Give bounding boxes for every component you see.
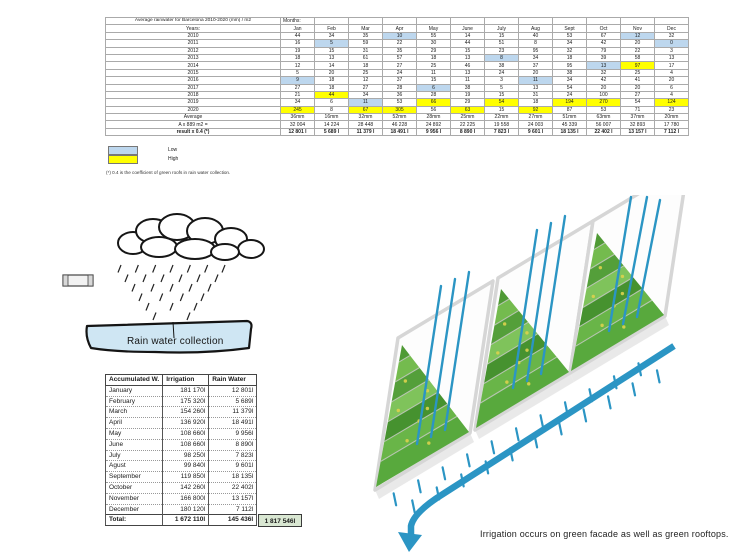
- month-header: Jan: [281, 25, 315, 32]
- year-row: [106, 99, 689, 106]
- value-cell: 13: [655, 54, 689, 61]
- acc-row: [106, 450, 257, 461]
- value-cell: 20: [621, 84, 655, 91]
- month-header: May: [417, 25, 451, 32]
- acc-header: Irrigation: [163, 375, 209, 386]
- year-cell: 2012: [106, 47, 281, 54]
- value-cell: 45 339: [553, 121, 587, 128]
- acc-row: [106, 418, 257, 429]
- year-cell: 2010: [106, 32, 281, 39]
- value-cell: 53: [553, 32, 587, 39]
- value-cell: 3: [485, 77, 519, 84]
- acc-month: June: [106, 439, 163, 450]
- value-cell: 28mm: [417, 114, 451, 121]
- acc-total-row: [106, 515, 257, 526]
- legend-low-label: Low: [168, 147, 178, 153]
- value-cell: 13 157 l: [621, 128, 655, 135]
- value-cell: 97: [621, 62, 655, 69]
- value-cell: 245: [281, 106, 315, 113]
- value-cell: 14 224: [315, 121, 349, 128]
- value-cell: 20: [655, 77, 689, 84]
- empty-cell: [349, 18, 383, 25]
- value-cell: 25: [349, 69, 383, 76]
- value-cell: 18 135 l: [553, 128, 587, 135]
- total-label: Total:: [106, 515, 163, 526]
- value-cell: 8 890 l: [451, 128, 485, 135]
- accumulated-table: [105, 374, 257, 526]
- value-cell: 20: [621, 40, 655, 47]
- value-cell: 53: [587, 106, 621, 113]
- acc-row: [106, 428, 257, 439]
- value-cell: 18: [349, 62, 383, 69]
- value-cell: 34: [553, 40, 587, 47]
- acc-rainwater: 11 379l: [209, 407, 257, 418]
- value-cell: 4: [655, 91, 689, 98]
- legend-high-swatch: [108, 155, 138, 164]
- value-cell: 9: [281, 77, 315, 84]
- value-cell: 63mm: [587, 114, 621, 121]
- value-cell: 6: [655, 84, 689, 91]
- acc-rainwater: 7 112l: [209, 504, 257, 515]
- value-cell: 18: [315, 84, 349, 91]
- value-cell: 19 558: [485, 121, 519, 128]
- value-cell: 29: [451, 99, 485, 106]
- month-header: Nov: [621, 25, 655, 32]
- year-cell: 2019: [106, 99, 281, 106]
- value-cell: 31: [519, 91, 553, 98]
- rain-collection-sketch: [55, 205, 305, 355]
- year-cell: 2018: [106, 91, 281, 98]
- value-cell: 28 448: [349, 121, 383, 128]
- rain-icon: [118, 265, 225, 320]
- value-cell: 11: [417, 69, 451, 76]
- row-label: Average: [106, 114, 281, 121]
- year-row: [106, 54, 689, 61]
- pipe-icon: [63, 275, 93, 286]
- value-cell: 44: [315, 91, 349, 98]
- value-cell: 38: [451, 84, 485, 91]
- value-cell: 25mm: [451, 114, 485, 121]
- value-cell: 124: [655, 99, 689, 106]
- year-row: [106, 47, 689, 54]
- value-cell: 27mm: [519, 114, 553, 121]
- value-cell: 32 004: [281, 121, 315, 128]
- value-cell: 15: [485, 91, 519, 98]
- value-cell: 28: [383, 84, 417, 91]
- rainfall-table: [105, 17, 689, 136]
- value-cell: 22 402 l: [587, 128, 621, 135]
- value-cell: 23: [485, 47, 519, 54]
- sketch-caption: Rain water collection: [127, 336, 224, 347]
- value-cell: 18 491 l: [383, 128, 417, 135]
- value-cell: 53: [383, 99, 417, 106]
- value-cell: 22: [383, 40, 417, 47]
- empty-cell: [587, 18, 621, 25]
- year-row: [106, 69, 689, 76]
- value-cell: 22: [621, 47, 655, 54]
- value-cell: 8: [485, 54, 519, 61]
- total-irrigation: 1 672 110l: [163, 515, 209, 526]
- value-cell: 34: [315, 32, 349, 39]
- acc-month: September: [106, 472, 163, 483]
- value-cell: 44: [451, 40, 485, 47]
- acc-row: [106, 439, 257, 450]
- value-cell: 32: [587, 69, 621, 76]
- acc-month: May: [106, 428, 163, 439]
- acc-irrigation: 166 800l: [163, 493, 209, 504]
- value-cell: 42: [587, 40, 621, 47]
- value-cell: 25: [621, 69, 655, 76]
- acc-rainwater: 18 135l: [209, 472, 257, 483]
- acc-row: [106, 493, 257, 504]
- value-cell: 79: [587, 47, 621, 54]
- acc-rainwater: 9 601l: [209, 461, 257, 472]
- value-cell: 24 892: [417, 121, 451, 128]
- value-cell: 36: [383, 91, 417, 98]
- year-cell: 2015: [106, 69, 281, 76]
- year-cell: 2016: [106, 77, 281, 84]
- acc-header: Rain Water: [209, 375, 257, 386]
- value-cell: 12: [281, 62, 315, 69]
- value-cell: 34: [349, 91, 383, 98]
- empty-cell: [383, 18, 417, 25]
- value-cell: 16: [281, 40, 315, 47]
- value-cell: 61: [349, 54, 383, 61]
- value-cell: 42: [587, 77, 621, 84]
- empty-cell: [519, 18, 553, 25]
- acc-irrigation: 181 170l: [163, 385, 209, 396]
- value-cell: 87: [553, 106, 587, 113]
- value-cell: 13: [519, 84, 553, 91]
- value-cell: 58: [621, 54, 655, 61]
- value-cell: 37mm: [621, 114, 655, 121]
- value-cell: 18: [519, 99, 553, 106]
- value-cell: 6: [315, 99, 349, 106]
- value-cell: 100: [587, 91, 621, 98]
- acc-irrigation: 154 260l: [163, 407, 209, 418]
- illustration-caption: Irrigation occurs on green facade as well as green rooftops.: [480, 529, 729, 539]
- value-cell: 12: [349, 77, 383, 84]
- empty-cell: [451, 18, 485, 25]
- value-cell: 7 823 l: [485, 128, 519, 135]
- acc-rainwater: 12 801l: [209, 385, 257, 396]
- value-cell: 5: [281, 69, 315, 76]
- value-cell: 24: [485, 69, 519, 76]
- year-cell: 2013: [106, 54, 281, 61]
- value-cell: 15: [485, 32, 519, 39]
- empty-cell: [315, 18, 349, 25]
- value-cell: 34: [519, 54, 553, 61]
- total-sum-cell: 1 817 546l: [258, 514, 302, 527]
- value-cell: 23: [655, 106, 689, 113]
- months-label: Months:: [281, 18, 315, 25]
- year-cell: 2020: [106, 106, 281, 113]
- acc-month: January: [106, 385, 163, 396]
- month-header: Dec: [655, 25, 689, 32]
- value-cell: 20mm: [655, 114, 689, 121]
- acc-irrigation: 99 840l: [163, 461, 209, 472]
- value-cell: 9 601 l: [519, 128, 553, 135]
- value-cell: 31: [349, 47, 383, 54]
- value-cell: 19: [281, 47, 315, 54]
- table-title: Average rainwater for Barcelona 2010-2020 (mm) / m2: [106, 18, 281, 25]
- year-cell: 2014: [106, 62, 281, 69]
- legend: [108, 146, 179, 164]
- value-cell: 38: [553, 69, 587, 76]
- month-header-row: [106, 25, 689, 32]
- value-cell: 41: [621, 77, 655, 84]
- value-cell: 20: [519, 69, 553, 76]
- acc-month: November: [106, 493, 163, 504]
- acc-row: [106, 407, 257, 418]
- value-cell: 17: [655, 62, 689, 69]
- value-cell: 54: [553, 84, 587, 91]
- acc-row: [106, 396, 257, 407]
- value-cell: 270: [587, 99, 621, 106]
- total-rainwater: 145 436l: [209, 515, 257, 526]
- area-row: [106, 121, 689, 128]
- value-cell: 40: [519, 32, 553, 39]
- value-cell: 7 112 l: [655, 128, 689, 135]
- value-cell: 27: [281, 84, 315, 91]
- value-cell: 11: [519, 77, 553, 84]
- acc-irrigation: 108 660l: [163, 428, 209, 439]
- value-cell: 44: [281, 32, 315, 39]
- acc-row: [106, 385, 257, 396]
- value-cell: 16mm: [315, 114, 349, 121]
- result-row: [106, 128, 689, 135]
- value-cell: 8: [315, 106, 349, 113]
- value-cell: 18: [417, 54, 451, 61]
- value-cell: 28: [417, 91, 451, 98]
- value-cell: 27: [349, 84, 383, 91]
- value-cell: 56 007: [587, 121, 621, 128]
- empty-cell: [621, 18, 655, 25]
- years-label: Years:: [106, 25, 281, 32]
- legend-low-swatch: [108, 146, 138, 155]
- value-cell: 24: [383, 69, 417, 76]
- value-cell: 52mm: [383, 114, 417, 121]
- month-header: Aug: [519, 25, 553, 32]
- acc-month: February: [106, 396, 163, 407]
- year-row: [106, 91, 689, 98]
- value-cell: 10: [383, 32, 417, 39]
- acc-rainwater: 7 823l: [209, 450, 257, 461]
- value-cell: 37: [519, 62, 553, 69]
- value-cell: 17 780: [655, 121, 689, 128]
- acc-header-row: [106, 375, 257, 386]
- value-cell: 67: [587, 32, 621, 39]
- value-cell: 35: [383, 47, 417, 54]
- acc-irrigation: 136 920l: [163, 418, 209, 429]
- average-row: [106, 114, 689, 121]
- value-cell: 71: [621, 106, 655, 113]
- value-cell: 20: [315, 69, 349, 76]
- value-cell: 3: [655, 47, 689, 54]
- value-cell: 13: [451, 69, 485, 76]
- value-cell: 32mm: [349, 114, 383, 121]
- value-cell: 8: [519, 40, 553, 47]
- value-cell: 27: [383, 62, 417, 69]
- acc-rainwater: 8 890l: [209, 439, 257, 450]
- acc-rainwater: 22 402l: [209, 482, 257, 493]
- value-cell: 34: [553, 77, 587, 84]
- value-cell: 22 225: [451, 121, 485, 128]
- acc-header: Accumulated W.: [106, 375, 163, 386]
- acc-rainwater: 9 956l: [209, 428, 257, 439]
- value-cell: 54: [621, 99, 655, 106]
- month-header: July: [485, 25, 519, 32]
- acc-irrigation: 119 850l: [163, 472, 209, 483]
- year-row: [106, 77, 689, 84]
- value-cell: 12: [621, 32, 655, 39]
- value-cell: 11: [349, 99, 383, 106]
- acc-month: December: [106, 504, 163, 515]
- value-cell: 59: [349, 40, 383, 47]
- value-cell: 37: [383, 77, 417, 84]
- acc-row: [106, 472, 257, 483]
- value-cell: 24 003: [519, 121, 553, 128]
- empty-cell: [553, 18, 587, 25]
- acc-row: [106, 482, 257, 493]
- acc-month: Agust: [106, 461, 163, 472]
- value-cell: 9 956 l: [417, 128, 451, 135]
- value-cell: 11: [451, 77, 485, 84]
- value-cell: 24: [553, 91, 587, 98]
- row-label: A x 889 m2 =: [106, 121, 281, 128]
- value-cell: 51: [485, 40, 519, 47]
- value-cell: 32 893: [621, 121, 655, 128]
- value-cell: 305: [383, 106, 417, 113]
- value-cell: 95: [519, 47, 553, 54]
- value-cell: 14: [315, 62, 349, 69]
- value-cell: 6: [417, 84, 451, 91]
- acc-rainwater: 18 491l: [209, 418, 257, 429]
- empty-cell: [485, 18, 519, 25]
- value-cell: 5: [315, 40, 349, 47]
- value-cell: 25: [417, 62, 451, 69]
- acc-irrigation: 180 120l: [163, 504, 209, 515]
- value-cell: 36mm: [281, 114, 315, 121]
- value-cell: 67: [349, 106, 383, 113]
- acc-rainwater: 13 157l: [209, 493, 257, 504]
- value-cell: 66: [417, 99, 451, 106]
- value-cell: 11 379 l: [349, 128, 383, 135]
- acc-irrigation: 98 250l: [163, 450, 209, 461]
- value-cell: 13: [315, 54, 349, 61]
- value-cell: 194: [553, 99, 587, 106]
- empty-cell: [417, 18, 451, 25]
- year-row: [106, 62, 689, 69]
- value-cell: 39: [587, 54, 621, 61]
- value-cell: 51mm: [553, 114, 587, 121]
- acc-irrigation: 142 260l: [163, 482, 209, 493]
- value-cell: 95: [553, 62, 587, 69]
- value-cell: 92: [519, 106, 553, 113]
- green-facade-illustration: [360, 195, 726, 555]
- acc-rainwater: 5 689l: [209, 396, 257, 407]
- year-row: [106, 106, 689, 113]
- month-header: June: [451, 25, 485, 32]
- value-cell: 32: [553, 47, 587, 54]
- value-cell: 35: [349, 32, 383, 39]
- value-cell: 18: [315, 77, 349, 84]
- value-cell: 19: [451, 91, 485, 98]
- acc-row: [106, 461, 257, 472]
- legend-high-label: High: [168, 156, 179, 162]
- month-header: Sept: [553, 25, 587, 32]
- value-cell: 27: [621, 91, 655, 98]
- coefficient-note: (*) 0.4 is the coefficient of green roofs in rain water collection.: [106, 170, 231, 175]
- value-cell: 63: [451, 106, 485, 113]
- value-cell: 38: [485, 62, 519, 69]
- year-row: [106, 40, 689, 47]
- value-cell: 5 689 l: [315, 128, 349, 135]
- value-cell: 20: [587, 84, 621, 91]
- value-cell: 55: [417, 32, 451, 39]
- value-cell: 34: [281, 99, 315, 106]
- month-header: Oct: [587, 25, 621, 32]
- value-cell: 13: [451, 54, 485, 61]
- value-cell: 13: [587, 62, 621, 69]
- acc-row: [106, 504, 257, 515]
- value-cell: 18: [553, 54, 587, 61]
- acc-month: April: [106, 418, 163, 429]
- value-cell: 29: [417, 47, 451, 54]
- value-cell: 15: [451, 47, 485, 54]
- value-cell: 32: [655, 32, 689, 39]
- value-cell: 30: [417, 40, 451, 47]
- month-header: Feb: [315, 25, 349, 32]
- year-row: [106, 32, 689, 39]
- value-cell: 57: [383, 54, 417, 61]
- value-cell: 46: [451, 62, 485, 69]
- empty-cell: [655, 18, 689, 25]
- acc-month: October: [106, 482, 163, 493]
- value-cell: 14: [451, 32, 485, 39]
- month-header: Mar: [349, 25, 383, 32]
- value-cell: 12 801 l: [281, 128, 315, 135]
- value-cell: 22mm: [485, 114, 519, 121]
- value-cell: 0: [655, 40, 689, 47]
- value-cell: 5: [485, 84, 519, 91]
- value-cell: 4: [655, 69, 689, 76]
- value-cell: 56: [417, 106, 451, 113]
- month-header: Apr: [383, 25, 417, 32]
- acc-irrigation: 175 320l: [163, 396, 209, 407]
- row-label: result x 0.4 (*): [106, 128, 281, 135]
- acc-month: March: [106, 407, 163, 418]
- value-cell: 15: [315, 47, 349, 54]
- cloud-icon: [118, 214, 264, 260]
- value-cell: 18: [281, 54, 315, 61]
- year-cell: 2017: [106, 84, 281, 91]
- value-cell: 21: [281, 91, 315, 98]
- table-title-row: [106, 18, 689, 25]
- value-cell: 15: [485, 106, 519, 113]
- acc-irrigation: 108 660l: [163, 439, 209, 450]
- acc-month: July: [106, 450, 163, 461]
- value-cell: 46 228: [383, 121, 417, 128]
- value-cell: 54: [485, 99, 519, 106]
- year-row: [106, 84, 689, 91]
- value-cell: 15: [417, 77, 451, 84]
- year-cell: 2011: [106, 40, 281, 47]
